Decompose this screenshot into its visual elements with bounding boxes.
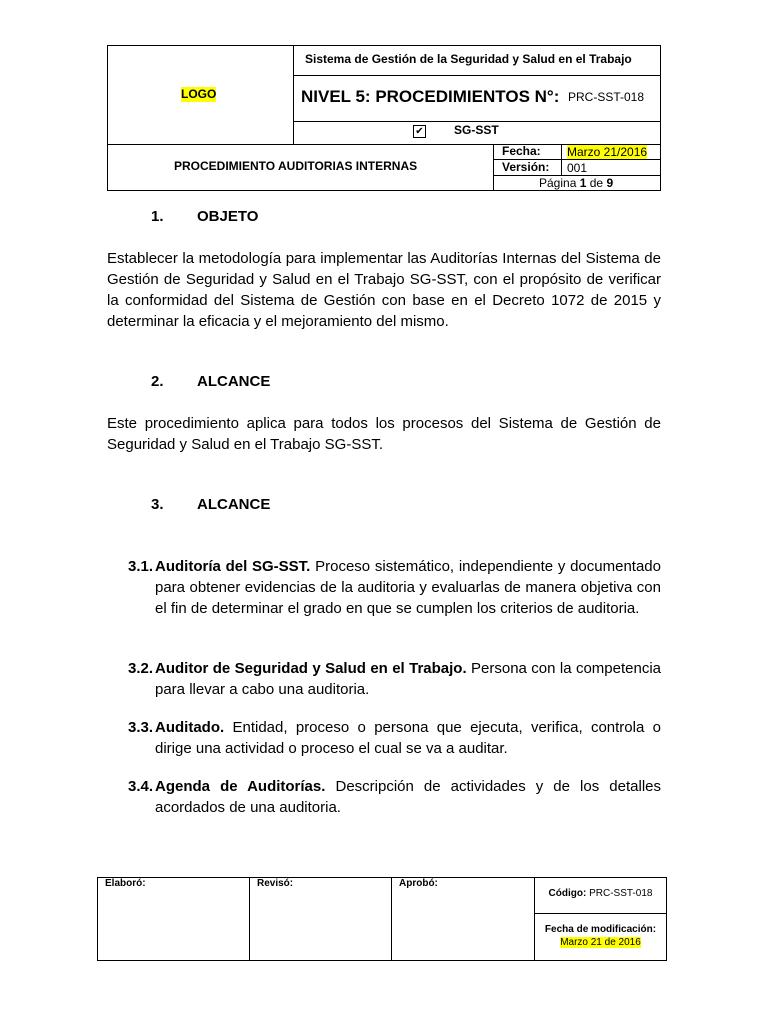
- definition-number: 3.1.: [128, 558, 154, 575]
- definition-text: Persona con la competencia para llevar a cabo una auditoria.: [155, 660, 661, 698]
- section-1-text: Establecer la metodología para implementar las Auditorías Internas del Sistema de Gestión de Seguridad y Salud en el Trabajo SG-SST, con el propósito de verificar la conformidad del Sistema de Gestión con base en el Decreto 1072 de 2015 y determinar la eficacia y el mejoramiento del mismo.: [107, 250, 661, 330]
- definition-text: Entidad, proceso o persona que ejecuta, verifica, controla o dirige una actividad o proceso el cual se va a auditar.: [155, 719, 661, 757]
- definition-number: 3.4.: [128, 778, 154, 795]
- section-title: ALCANCE: [197, 373, 271, 390]
- sgsst-checkbox[interactable]: [413, 125, 426, 138]
- logo-placeholder: LOGO: [181, 87, 217, 101]
- document-header: [0, 0, 768, 200]
- fecha-mod-label: Fecha de modificación:: [544, 924, 657, 935]
- section-number: 2.: [151, 373, 164, 390]
- definition-term: Auditado.: [155, 719, 225, 736]
- definition-item: [128, 776, 661, 818]
- elaboro-label: Elaboró:: [105, 878, 146, 889]
- aprobo-label: Aprobó:: [399, 878, 438, 889]
- codigo-cell: [535, 888, 666, 899]
- definition-item: [128, 556, 661, 619]
- definition-text: Proceso sistemático, independiente y documentado para obtener evidencias de la auditoria y evaluarlas de manera objetiva con el fin de determinar el grado en que se cumplen los criterios de auditoria.: [155, 558, 661, 617]
- section-3-heading: [151, 496, 351, 516]
- codigo-label: Código:: [548, 888, 587, 899]
- section-title: ALCANCE: [197, 496, 271, 513]
- fecha-value: Marzo 21/2016: [567, 145, 648, 159]
- definition-term: Agenda de Auditorías.: [155, 778, 326, 795]
- procedure-title: PROCEDIMIENTO AUDITORIAS INTERNAS: [174, 159, 418, 173]
- reviso-label: Revisó:: [257, 878, 294, 889]
- checkbox-label: SG-SST: [454, 123, 499, 137]
- check-icon: ✔: [415, 126, 424, 137]
- definition-number: 3.3.: [128, 719, 154, 736]
- definition-number: 3.2.: [128, 660, 154, 677]
- system-title: Sistema de Gestión de la Seguridad y Salud en el Trabajo: [305, 52, 632, 66]
- section-title: OBJETO: [197, 208, 259, 225]
- doc-code: PRC-SST-018: [568, 90, 645, 104]
- definition-term: Auditor de Seguridad y Salud en el Trabajo.: [155, 660, 467, 677]
- version-value: 001: [567, 161, 588, 175]
- document-footer: [0, 870, 768, 970]
- page-number: [539, 176, 613, 190]
- fecha-mod-cell: [535, 923, 666, 949]
- codigo-value: PRC-SST-018: [589, 888, 653, 899]
- fecha-label: Fecha:: [502, 144, 541, 158]
- definition-text: Descripción de actividades y de los detalles acordados de una auditoria.: [155, 778, 661, 816]
- fecha-mod-value: Marzo 21 de 2016: [560, 937, 641, 948]
- page-total: 9: [606, 176, 614, 190]
- section-number: 3.: [151, 496, 164, 513]
- definition-item: [128, 658, 661, 700]
- section-number: 1.: [151, 208, 164, 225]
- page-of: de: [589, 176, 604, 190]
- definition-term: Auditoría del SG-SST.: [155, 558, 311, 575]
- page-current: 1: [579, 176, 587, 190]
- section-2-heading: [151, 373, 351, 393]
- level-title: NIVEL 5: PROCEDIMIENTOS N°:: [301, 87, 560, 106]
- section-2-text: Este procedimiento aplica para todos los procesos del Sistema de Gestión de Seguridad y Salud en el Trabajo SG-SST.: [107, 415, 661, 453]
- definition-item: [128, 717, 661, 759]
- version-label: Versión:: [502, 160, 550, 174]
- page-prefix: Página: [539, 176, 577, 190]
- section-1-heading: [151, 208, 351, 228]
